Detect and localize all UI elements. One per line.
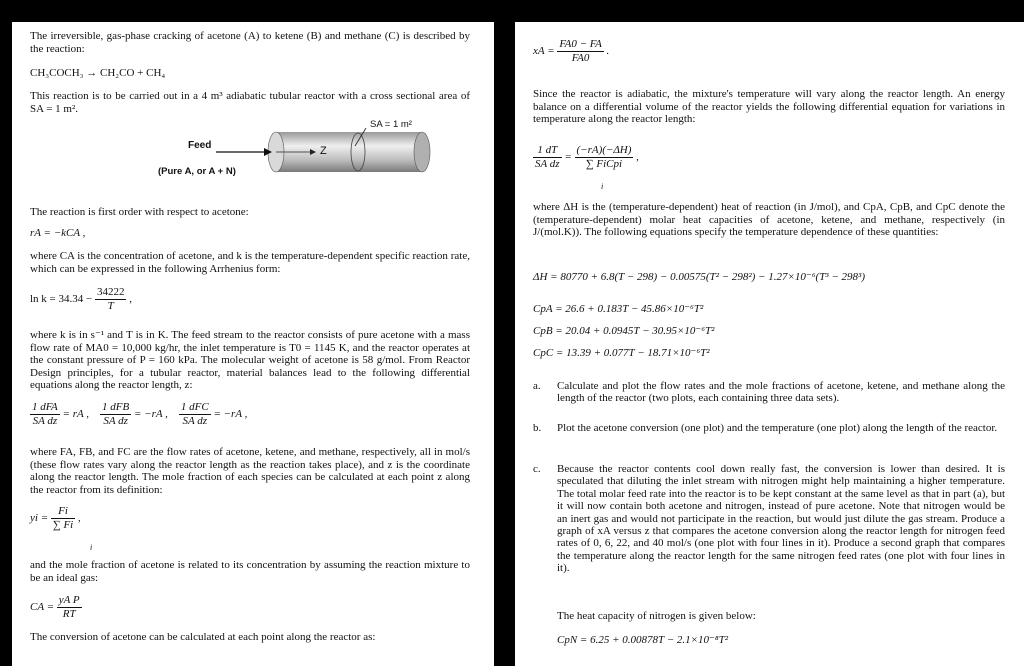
question-b-label: b. bbox=[533, 422, 542, 434]
energy-right-den: ∑ FiCpi bbox=[585, 158, 623, 170]
energy-right-num: (−rA)(−ΔH) bbox=[576, 144, 632, 156]
mole-fraction-equation bbox=[30, 505, 93, 552]
left-page bbox=[12, 22, 494, 666]
conv-tail: . bbox=[606, 45, 610, 58]
dh-paragraph: where ΔH is the (temperature-dependent) heat of reaction (in J/mol), and CpA, CpB, and CpC denote the (temperature-dependent) molar heat capacities of acetone, ketene, and methane, respectively (in J/(mol.K)). The following equations specify the temperature dependence of these quantities: bbox=[533, 201, 1005, 239]
ca-lhs: CA = bbox=[30, 601, 55, 614]
molefrac-lhs: yi = bbox=[30, 512, 49, 525]
balance-c-den: SA dz bbox=[182, 415, 208, 427]
energy-equation: $\frac{1 dT}{\text{SA dz}}$ = $\frac{(-rA)(-\Delta H)}{\text{∑ FiCpi}}$ , i bbox=[535, 144, 639, 191]
where-ca-paragraph: where CA is the concentration of acetone, and k is the temperature-dependent specific reaction rate, which can be expressed in the following Arrhenius form: bbox=[30, 250, 470, 275]
cp-nitrogen-equation: CpN = 6.25 + 0.00878T − 2.1×10⁻⁸T² bbox=[557, 634, 729, 646]
feed-paragraph: where k is in s⁻¹ and T is in K. The feed stream to the reactor consists of pure acetone with a mass flow rate of MA0 = 10,000 kg/hr, the inlet temperature is T0 = 1145 K, and the reactor operates at the constant pressure of P = 160 kPa. The molecular weight of acetone is 58 g/mol. From Reactor Design principles, for a tubular reactor, material balances lead to the following differential equations along the reactor length, z: bbox=[30, 329, 470, 392]
question-b-text: Plot the acetone conversion (one plot) and the temperature (one plot) along the length of the reactor. bbox=[557, 422, 998, 434]
first-order-text: The reaction is first order with respect to acetone: bbox=[30, 206, 249, 218]
balance-b-num: 1 dFB bbox=[102, 401, 130, 413]
conversion-equation bbox=[533, 38, 609, 65]
conversion-paragraph: The conversion of acetone can be calculated at each point along the reactor as: bbox=[30, 631, 376, 643]
right-page bbox=[515, 22, 1024, 666]
cp-ketene-equation: CpB = 20.04 + 0.0945T − 30.95×10⁻⁶T² bbox=[533, 325, 715, 337]
energy-left-den: SA dz bbox=[535, 158, 560, 170]
arrhenius-lhs: ln k = 34.34 − bbox=[30, 293, 93, 306]
cp-methane-equation: CpC = 13.39 + 0.077T − 18.71×10⁻⁶T² bbox=[533, 347, 710, 359]
ca-denominator: RT bbox=[62, 608, 76, 620]
ideal-gas-paragraph: and the mole fraction of acetone is related to its concentration by assuming the reaction mixture to be an ideal gas: bbox=[30, 559, 470, 584]
adiabatic-paragraph: Since the reactor is adiabatic, the mixture's temperature will vary along the reactor length. An energy balance on a differential volume of the reactor yields the following differential equation for variations in temperature along the reactor length: bbox=[533, 88, 1005, 126]
ca-numerator: yA P bbox=[58, 594, 80, 606]
question-a bbox=[533, 380, 1005, 410]
rate-equation: rA = −kCA , bbox=[30, 227, 86, 239]
balance-c-num: 1 dFC bbox=[180, 401, 209, 413]
cp-acetone-equation: CpA = 26.6 + 0.183T − 45.86×10⁻⁶T² bbox=[533, 303, 704, 315]
energy-sum-index: i bbox=[601, 182, 604, 191]
reaction-equation: CH₃COCH₃ → CH₂CO + CH₄ bbox=[30, 67, 166, 79]
balance-a-num: 1 dFA bbox=[32, 401, 58, 413]
balance-c-rhs: = −rA , bbox=[213, 408, 248, 421]
molefrac-denominator: ∑ Fi bbox=[52, 519, 74, 531]
balance-b-rhs: = −rA , bbox=[133, 408, 168, 421]
intro-paragraph: The irreversible, gas-phase cracking of acetone (A) to ketene (B) and methane (C) is described by the reaction: bbox=[30, 30, 470, 55]
question-c-text: Because the reactor contents cool down really fast, the conversion is lower than desired. It is speculated that diluting the inlet stream with nitrogen might help maintaining a higher temperature. The total molar feed rate into the reactor is to be kept constant at the same level as that in part (a), but it will now contain both acetone and nitrogen, instead of pure acetone. Note that nitrogen would be an inert gas and would not participate in the reaction, but would just dilute the gas stream. Produce a graph of xA versus z that compares the acetone conversion along the reactor length for nitrogen feed rates of 0, 6, 22, and 40 mol/s (one plot with four lines in it). Produce a second graph that compares the temperature along the reactor length for the same nitrogen feed rates (one plot with four lines in it). bbox=[557, 463, 1005, 575]
balance-a-rhs: = rA , bbox=[62, 408, 90, 421]
question-a-label: a. bbox=[533, 380, 541, 392]
arrhenius-equation bbox=[30, 286, 132, 313]
energy-tail: , bbox=[636, 151, 639, 164]
molefrac-numerator: Fi bbox=[51, 505, 75, 519]
concentration-equation bbox=[30, 594, 82, 621]
area-label: SA = 1 m² bbox=[370, 119, 412, 130]
arrhenius-numerator: 34222 bbox=[96, 286, 125, 298]
question-b bbox=[533, 422, 1005, 452]
energy-left-num: 1 dT bbox=[533, 144, 562, 158]
conv-lhs: xA = bbox=[533, 45, 555, 58]
heat-of-reaction-equation: ΔH = 80770 + 6.8(T − 298) − 0.00575(T² − 298²) − 1.27×10⁻⁶(T³ − 298³) bbox=[533, 271, 865, 283]
arrhenius-denominator: T bbox=[107, 300, 114, 312]
conv-numerator: FA0 − FA bbox=[559, 38, 602, 50]
question-c-label: c. bbox=[533, 463, 541, 475]
molefrac-sum-index: i bbox=[90, 543, 93, 552]
arrhenius-tail: , bbox=[129, 293, 132, 306]
conv-denominator: FA0 bbox=[571, 52, 590, 64]
question-c bbox=[533, 463, 1005, 603]
balance-equations bbox=[30, 401, 247, 428]
feed-label: Feed bbox=[188, 140, 212, 151]
z-label: Z bbox=[320, 145, 327, 157]
question-a-text: Calculate and plot the flow rates and the mole fractions of acetone, ketene, and methane along the length of the reactor (two plots, each containing three data sets). bbox=[557, 380, 1005, 405]
nitrogen-paragraph: The heat capacity of nitrogen is given below: bbox=[557, 610, 756, 622]
balance-b-den: SA dz bbox=[103, 415, 128, 427]
molefrac-tail: , bbox=[78, 512, 81, 525]
flows-paragraph: where FA, FB, and FC are the flow rates of acetone, ketene, and methane, respectively, all in mol/s (these flow rates vary along the reactor length as the reaction takes place), and z is the coordinate along the reactor length. The mole fraction of each species can be calculated at each point z along the reactor from its definition: bbox=[30, 446, 470, 496]
balance-a-den: SA dz bbox=[32, 415, 58, 427]
reactor-paragraph: This reaction is to be carried out in a 4 m³ adiabatic tubular reactor with a cross sectional area of SA = 1 m². bbox=[30, 90, 470, 115]
feed-sublabel: (Pure A, or A + N) bbox=[158, 166, 236, 177]
